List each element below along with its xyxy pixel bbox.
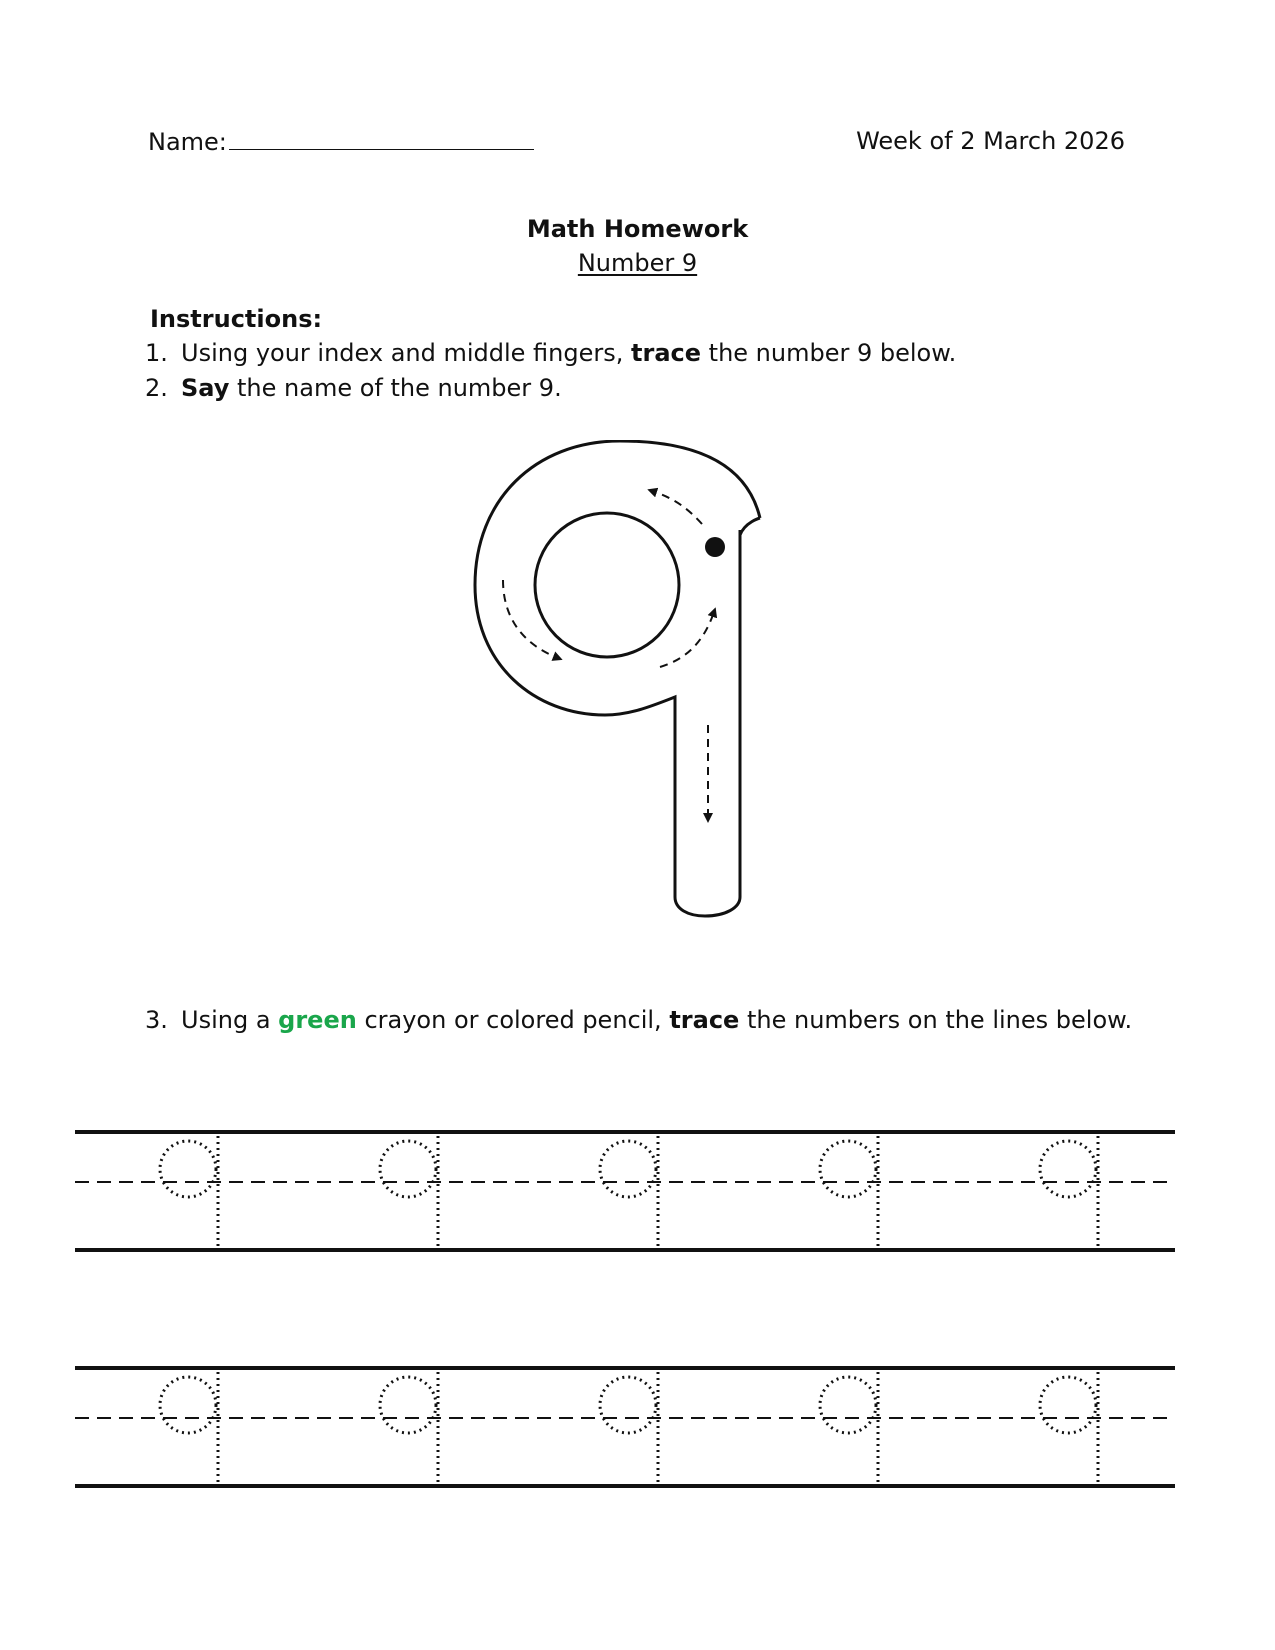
subtitle-text: Number 9 bbox=[577, 249, 698, 277]
arrow-top bbox=[652, 491, 702, 524]
dotted-nine-loop bbox=[380, 1141, 436, 1197]
step-number: 1. bbox=[145, 339, 168, 367]
dotted-nine-loop bbox=[600, 1377, 656, 1433]
step-bold: trace bbox=[669, 1006, 740, 1034]
instruction-step-1 bbox=[145, 339, 956, 367]
tracing-practice-area[interactable] bbox=[0, 1110, 1275, 1490]
tracing-row-2[interactable] bbox=[75, 1368, 1175, 1486]
tracing-row-1[interactable] bbox=[75, 1132, 1175, 1250]
dotted-nine-loop bbox=[820, 1377, 876, 1433]
week-label: Week of 2 March 2026 bbox=[856, 127, 1125, 155]
step-text: crayon or colored pencil, bbox=[356, 1006, 670, 1034]
page-title: Math Homework bbox=[526, 215, 749, 243]
instructions-heading: Instructions: bbox=[150, 305, 323, 333]
instruction-step-2 bbox=[145, 374, 562, 402]
step-bold: Say bbox=[181, 374, 230, 402]
dotted-nine-loop bbox=[600, 1141, 656, 1197]
dotted-nine-loop bbox=[1040, 1141, 1096, 1197]
page-subtitle bbox=[0, 249, 1275, 277]
dotted-nine-loop bbox=[1040, 1377, 1096, 1433]
step-number: 3. bbox=[145, 1006, 168, 1034]
arrow-left bbox=[503, 580, 558, 658]
step-number: 2. bbox=[145, 374, 168, 402]
dotted-nine-loop bbox=[380, 1377, 436, 1433]
dotted-nine-loop bbox=[160, 1141, 216, 1197]
step-text: Using your index and middle fingers, bbox=[181, 339, 632, 367]
step-text: Using a bbox=[181, 1006, 279, 1034]
nine-outline bbox=[475, 441, 760, 916]
step-text: the name of the number 9. bbox=[229, 374, 562, 402]
name-field[interactable] bbox=[148, 127, 534, 156]
large-nine-tracing-figure bbox=[440, 440, 770, 930]
dotted-nine-loop bbox=[820, 1141, 876, 1197]
step-green-word: green bbox=[278, 1006, 357, 1034]
name-blank-line[interactable] bbox=[229, 127, 534, 150]
dotted-nine-loop bbox=[160, 1377, 216, 1433]
step-text: the number 9 below. bbox=[701, 339, 957, 367]
start-dot bbox=[705, 537, 725, 557]
nine-inner-ring bbox=[535, 513, 679, 657]
step-bold: trace bbox=[631, 339, 702, 367]
name-label: Name: bbox=[148, 128, 227, 156]
instruction-step-3 bbox=[145, 1006, 1132, 1034]
step-text: the numbers on the lines below. bbox=[739, 1006, 1133, 1034]
